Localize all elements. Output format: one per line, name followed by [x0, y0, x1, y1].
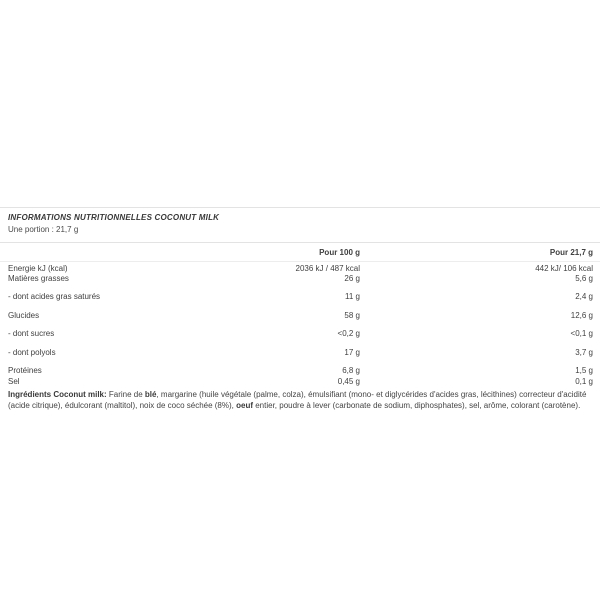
value-per-portion: 5,6 g: [575, 273, 593, 283]
nutrition-information-section: [0, 207, 600, 411]
ingredients-segment: Farine de: [106, 390, 145, 399]
nutrition-table-row: [8, 311, 593, 321]
nutrition-table-body: [8, 264, 593, 386]
value-per-100g: <0,2 g: [337, 329, 360, 338]
value-per-portion: 2,4 g: [575, 292, 593, 301]
nutrient-label: - dont acides gras saturés: [8, 292, 101, 301]
top-divider: [0, 207, 600, 208]
value-per-portion: 0,1 g: [575, 376, 593, 386]
value-per-100g: 11 g: [345, 292, 360, 301]
nutrient-label: Energie kJ (kcal): [8, 264, 68, 273]
ingredients-segment: entier, poudre à lever (carbonate de sodium, diphosphates), sel, arôme, colorant (carotène).: [253, 401, 581, 410]
table-header-row: [8, 243, 593, 261]
nutrient-label: - dont sucres: [8, 329, 55, 338]
nutrition-table-row: [8, 274, 593, 284]
nutrient-label: - dont polyols: [8, 347, 56, 357]
value-per-100g: 58 g: [344, 310, 360, 320]
value-per-portion: 442 kJ/ 106 kcal: [535, 264, 593, 273]
nutrition-table-row: [8, 292, 593, 302]
value-per-100g: 17 g: [344, 347, 360, 357]
ingredients-bold-segment: blé: [144, 390, 157, 399]
ingredients-bold-segment: Ingrédients Coconut milk:: [8, 390, 107, 399]
value-per-portion: <0,1 g: [570, 329, 593, 338]
value-per-100g: 6,8 g: [342, 366, 360, 375]
nutrition-table-row: [8, 264, 593, 274]
col-header-per-portion: Pour 21,7 g: [549, 247, 593, 257]
value-per-100g: 0,45 g: [337, 376, 360, 386]
ingredients-bold-segment: oeuf: [236, 401, 253, 410]
nutrient-label: Sel: [8, 376, 20, 386]
nutrition-table-row: [8, 329, 593, 339]
value-per-100g: 26 g: [344, 273, 360, 283]
nutrient-label: Matières grasses: [8, 273, 69, 283]
value-per-portion: 12,6 g: [570, 310, 593, 320]
nutrient-label: Glucides: [8, 310, 40, 320]
col-header-per-100g: Pour 100 g: [319, 247, 360, 257]
nutrition-table-row: [8, 366, 593, 376]
portion-size: Une portion : 21,7 g: [8, 225, 79, 234]
ingredients-text: [8, 389, 593, 411]
nutrition-title: INFORMATIONS NUTRITIONNELLES COCONUT MILK: [8, 213, 220, 222]
value-per-100g: 2036 kJ / 487 kcal: [295, 264, 360, 273]
header-bottom-divider: [0, 261, 600, 262]
value-per-portion: 3,7 g: [575, 347, 593, 357]
value-per-portion: 1,5 g: [575, 366, 593, 375]
ingredients-segment: , margarine (huile végétale (palme, colza), émulsifiant (mono- et diglycérides d'acides gras, lécithines) correcteur d'acidité (acide citrique), édulcorant (maltitol), noix de coco séchée (8%),: [8, 390, 587, 410]
nutrition-table-row: [8, 348, 593, 358]
nutrient-label: Protéines: [8, 366, 42, 375]
nutrition-table-row: [8, 377, 593, 387]
